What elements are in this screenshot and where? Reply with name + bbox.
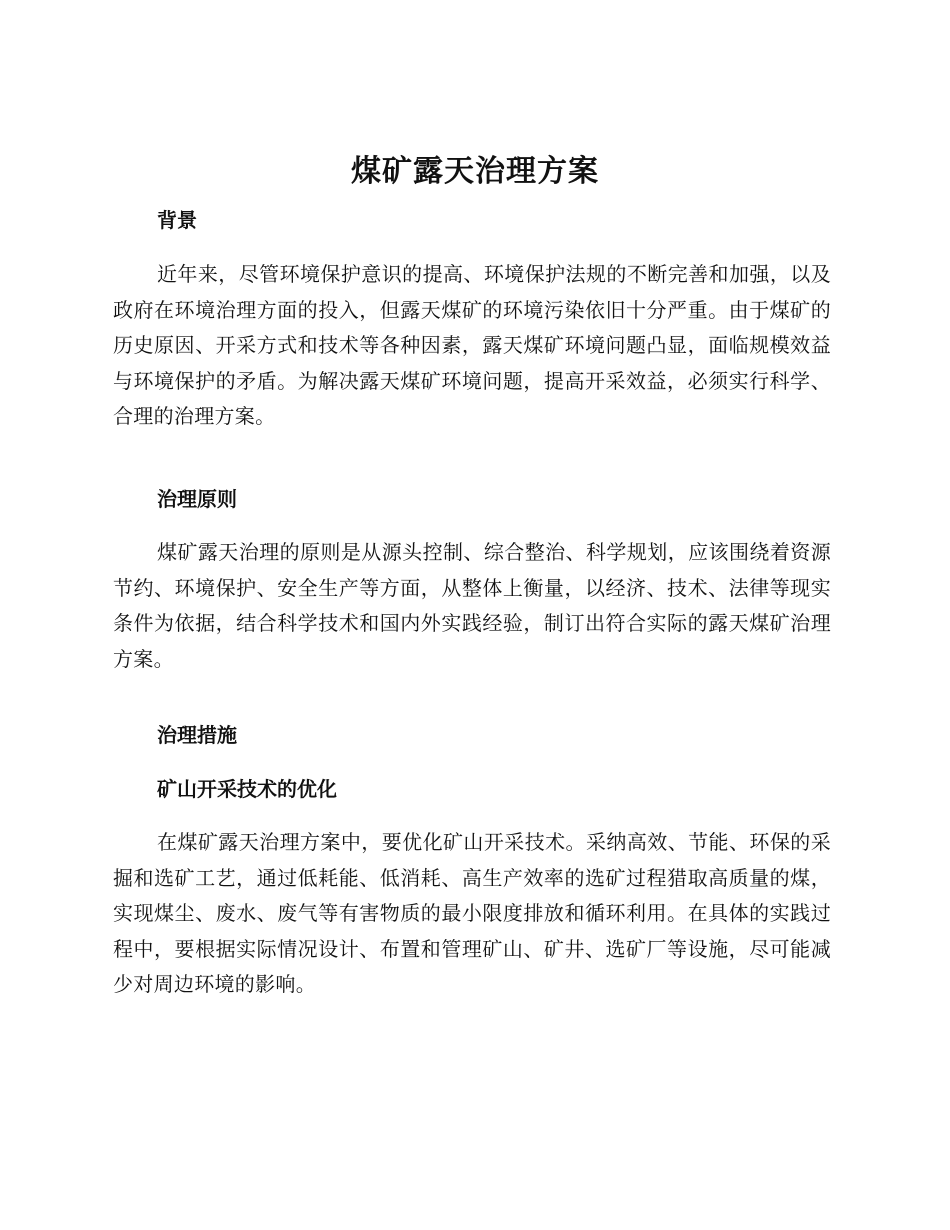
section-heading-background: 背景 [157, 208, 197, 232]
section-paragraph-principles: 煤矿露天治理的原则是从源头控制、综合整治、科学规划，应该围绕着资源节约、环境保护、安全生产等方面，从整体上衡量，以经济、技术、法律等现实条件为依据，结合科学技术和国内外实践经验，制订出符合实际的露天煤矿治理方案。 [113, 540, 831, 671]
document-title: 煤矿露天治理方案 [351, 154, 599, 189]
section-heading-mining-optimization: 矿山开采技术的优化 [157, 777, 337, 801]
section-heading-measures: 治理措施 [157, 723, 237, 747]
section-paragraph-background: 近年来，尽管环境保护意识的提高、环境保护法规的不断完善和加强，以及政府在环境治理方面的投入，但露天煤矿的环境污染依旧十分严重。由于煤矿的历史原因、开采方式和技术等各种因素，露天煤矿环境问题凸显，面临规模效益与环境保护的矛盾。为解决露天煤矿环境问题，提高开采效益，必须实行科学、合理的治理方案。 [113, 262, 831, 428]
section-heading-principles: 治理原则 [157, 487, 237, 511]
section-paragraph-mining-optimization: 在煤矿露天治理方案中，要优化矿山开采技术。采纳高效、节能、环保的采掘和选矿工艺，通过低耗能、低消耗、高生产效率的选矿过程猎取高质量的煤，实现煤尘、废水、废气等有害物质的最小限度排放和循环利用。在具体的实践过程中，要根据实际情况设计、布置和管理矿山、矿井、选矿厂等设施，尽可能减少对周边环境的影响。 [113, 830, 831, 996]
